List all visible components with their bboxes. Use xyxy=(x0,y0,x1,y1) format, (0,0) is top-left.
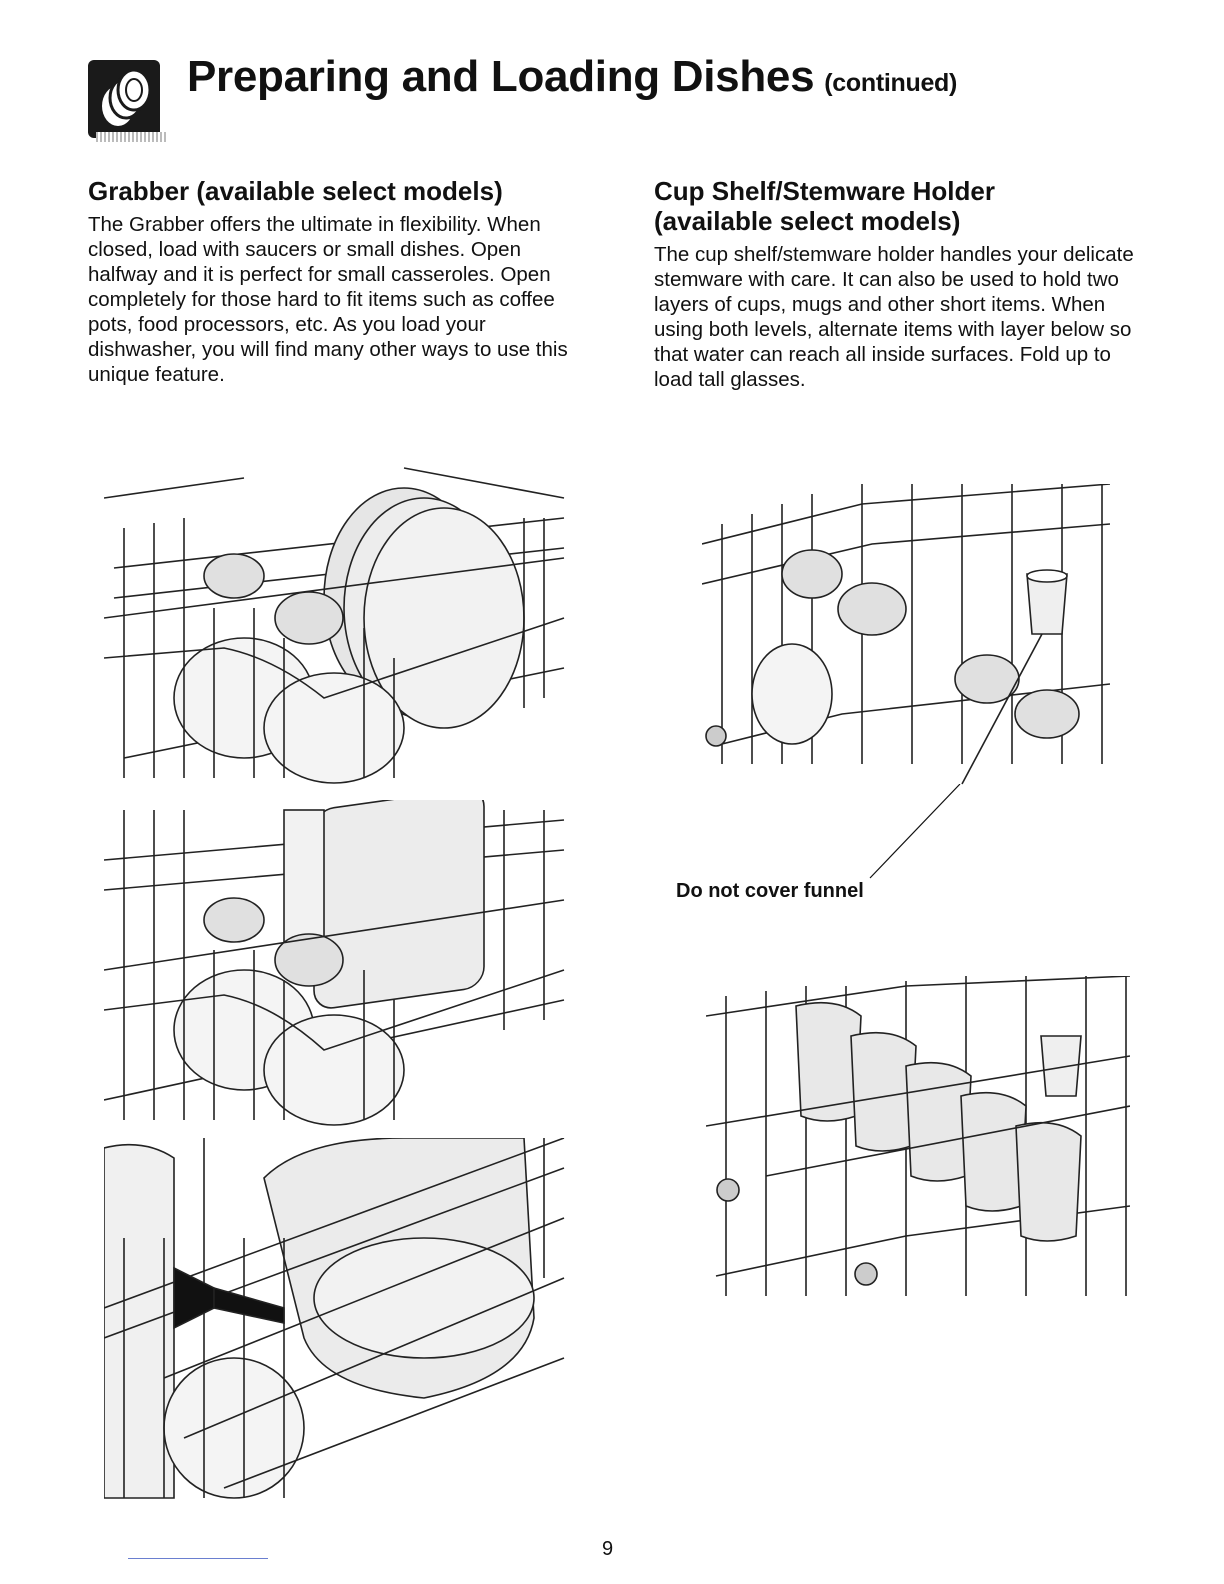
logo-shadow xyxy=(96,132,168,142)
figure-cup-shelf-mugs xyxy=(706,976,1130,1318)
callout-leader-line xyxy=(850,784,970,884)
cup-shelf-body: The cup shelf/stemware holder handles your delicate stemware with care. It can also be used to hold two layers of cups, mugs and other short items. When using both levels, alternate items with layer below so that water can reach all inside surfaces. Fold up to load tall glasses. xyxy=(654,243,1134,391)
cup-shelf-heading-line2: (available select models) xyxy=(654,206,961,236)
figure-grabber-halfway xyxy=(104,800,566,1126)
grabber-section xyxy=(88,176,588,387)
page-title: Preparing and Loading Dishes (continued) xyxy=(187,52,958,101)
figure-cup-shelf-stemware xyxy=(702,484,1110,788)
grabber-body: The Grabber offers the ultimate in flexibility. When closed, load with saucers or small dishes. Open halfway and it is perfect for small casseroles. Open completely for those hard to fit items such as coffee pots, food processors, etc. As you load your dishwasher, you will find many other ways to use this unique feature. xyxy=(88,213,568,386)
stacked-plates-icon xyxy=(88,60,160,138)
callout-do-not-cover-funnel: Do not cover funnel xyxy=(676,880,864,902)
footer-rule xyxy=(128,1558,268,1559)
figure-grabber-open xyxy=(104,1138,566,1500)
cup-shelf-heading-line1: Cup Shelf/Stemware Holder xyxy=(654,176,995,206)
page-subtitle: (continued) xyxy=(824,69,958,97)
grabber-heading: Grabber (available select models) xyxy=(88,176,503,206)
figure-grabber-closed xyxy=(104,458,566,786)
cup-shelf-section xyxy=(654,176,1146,392)
page-number: 9 xyxy=(602,1538,614,1560)
